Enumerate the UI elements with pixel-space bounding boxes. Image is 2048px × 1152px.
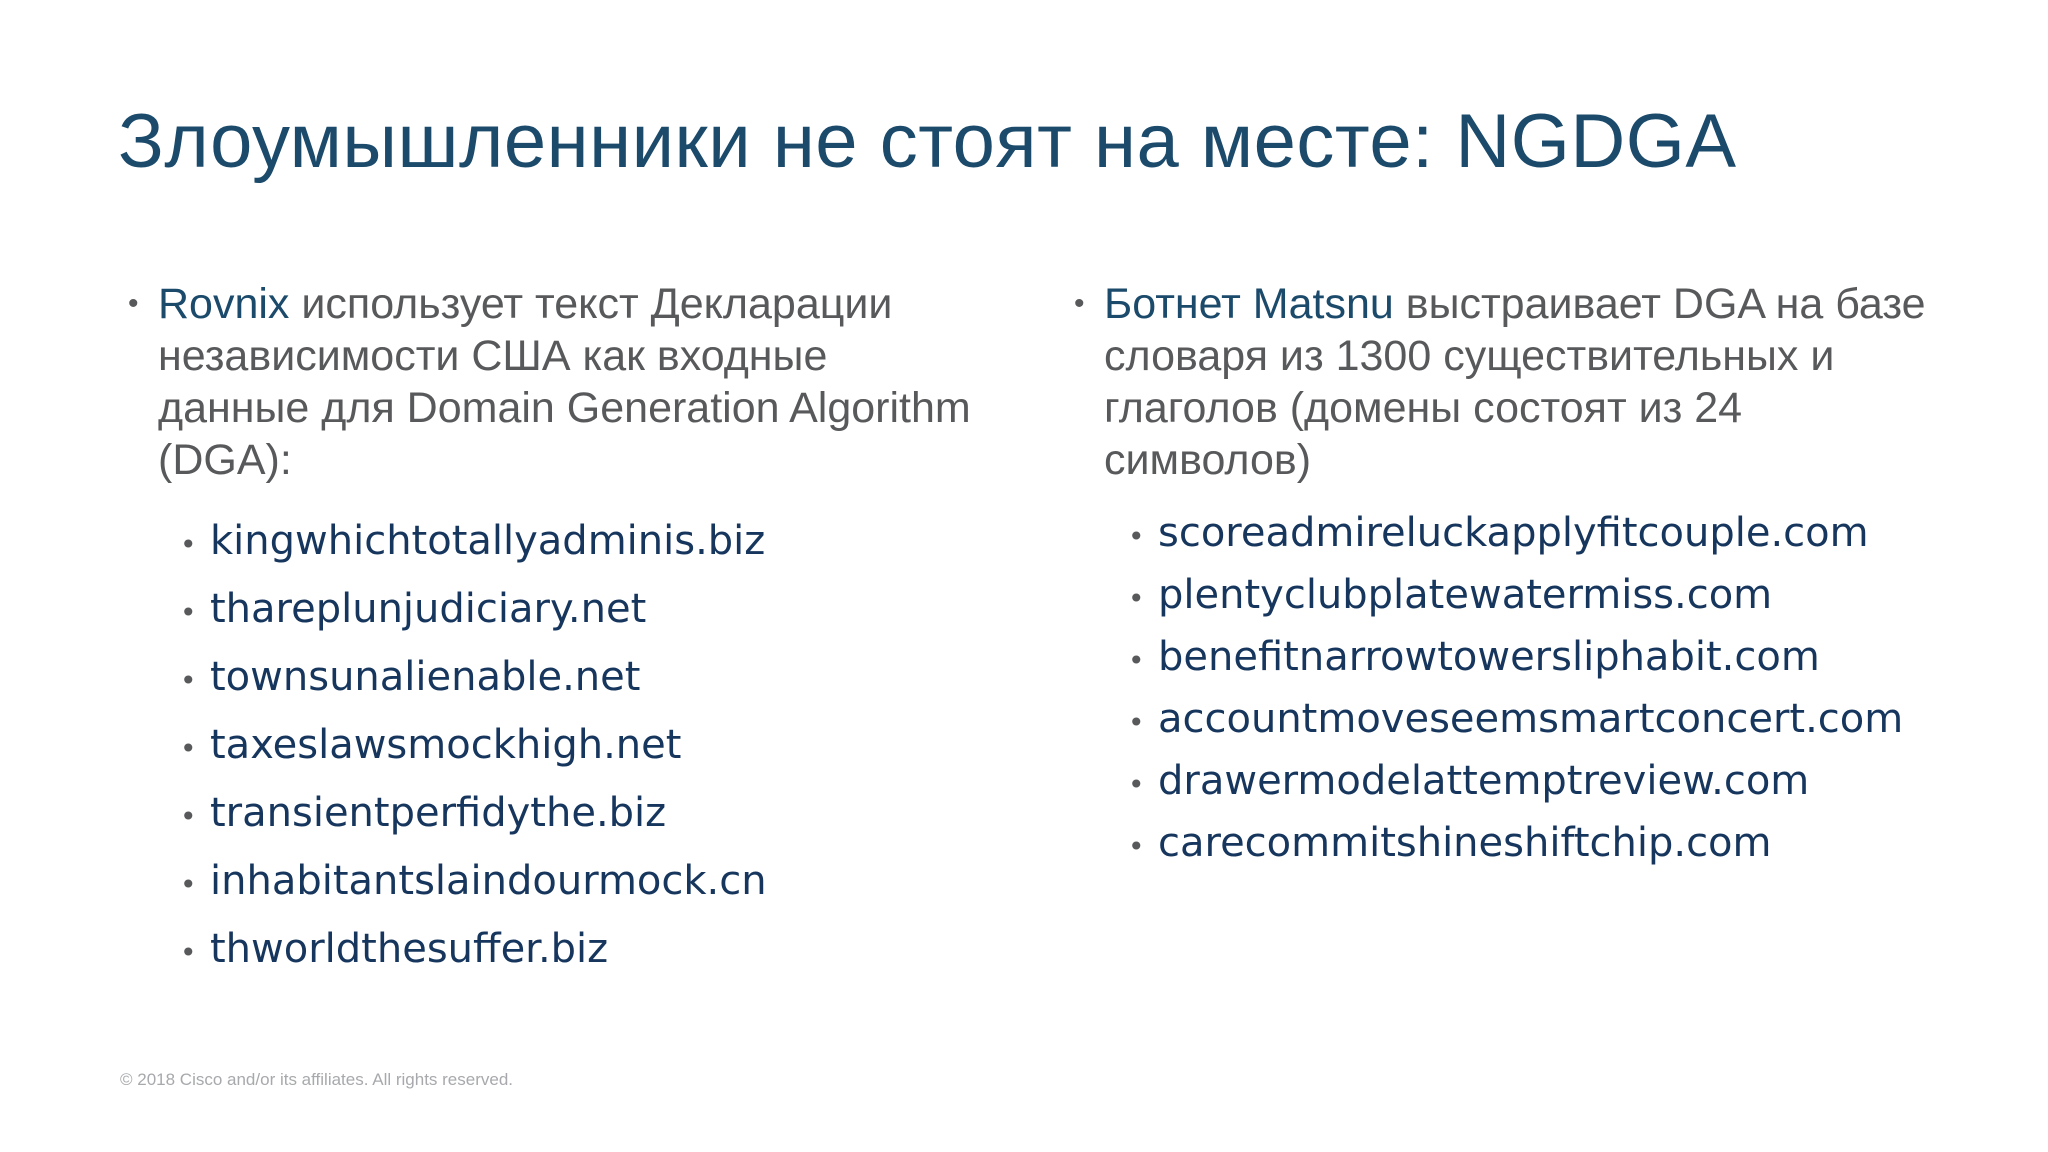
rovnix-highlight: Rovnix <box>158 280 290 328</box>
domain-text: kingwhichtotallyadminis.biz <box>210 518 766 564</box>
bullet-dot-icon: • <box>1128 830 1145 863</box>
domain-text: plentyclubplatewatermiss.com <box>1158 572 1773 618</box>
bullet-dot-icon: • <box>180 528 197 561</box>
matsnu-highlight: Ботнет Matsnu <box>1104 280 1394 328</box>
domain-item <box>1128 694 1954 756</box>
domain-text: scoreadmireluckapplyfitcouple.com <box>1158 510 1869 556</box>
domain-text: accountmoveseemsmartconcert.com <box>1158 696 1904 742</box>
domain-item <box>180 718 988 786</box>
copyright-footer: © 2018 Cisco and/or its affiliates. All rights reserved. <box>120 1070 514 1089</box>
domain-item <box>1128 756 1954 818</box>
domain-item <box>180 582 988 650</box>
matsnu-domain-list <box>1128 508 1954 880</box>
domain-text: drawermodelattemptreview.com <box>1158 758 1810 804</box>
domain-text: transientperfidythe.biz <box>210 790 667 836</box>
domain-item <box>180 854 988 922</box>
domain-item <box>180 786 988 854</box>
domain-item <box>1128 818 1954 880</box>
domain-item <box>1128 570 1954 632</box>
bullet-dot-icon: • <box>180 936 197 969</box>
domain-text: townsunalienable.net <box>210 654 641 700</box>
matsnu-description: выстраивает DGA на базе словаря из 1300 существительных и глаголов (домены состоят из 24 символов) <box>1104 280 1926 484</box>
right-column <box>1074 278 1954 880</box>
domain-text: thworldthesuffer.biz <box>210 926 609 972</box>
domain-item <box>1128 632 1954 694</box>
domain-item <box>180 922 988 990</box>
bullet-dot-icon: • <box>1128 706 1145 739</box>
bullet-dot-icon: • <box>1128 520 1145 553</box>
domain-text: inhabitantslaindourmock.cn <box>210 858 767 904</box>
domain-item <box>1128 508 1954 570</box>
domain-item <box>180 514 988 582</box>
bullet-dot-icon: • <box>180 664 197 697</box>
bullet-dot-icon: • <box>1074 287 1085 320</box>
domain-item <box>180 650 988 718</box>
matsnu-bullet <box>1074 278 1954 486</box>
bullet-dot-icon: • <box>128 287 139 320</box>
bullet-dot-icon: • <box>180 868 197 901</box>
domain-text: taxeslawsmockhigh.net <box>210 722 682 768</box>
bullet-dot-icon: • <box>1128 582 1145 615</box>
domain-text: carecommitshineshiftchip.com <box>1158 820 1772 866</box>
domain-text: thareplunjudiciary.net <box>210 586 647 632</box>
bullet-dot-icon: • <box>180 800 197 833</box>
slide-title: Злоумышленники не стоят на месте: NGDGA <box>118 99 1737 184</box>
bullet-dot-icon: • <box>1128 644 1145 677</box>
rovnix-domain-list <box>180 514 988 990</box>
bullet-dot-icon: • <box>180 596 197 629</box>
domain-text: benefitnarrowtowersliphabit.com <box>1158 634 1820 680</box>
left-column <box>128 278 988 990</box>
bullet-dot-icon: • <box>180 732 197 765</box>
bullet-dot-icon: • <box>1128 768 1145 801</box>
rovnix-description: использует текст Декларации независимости США как входные данные для Domain Generation Algorithm (DGA): <box>158 280 971 484</box>
rovnix-bullet <box>128 278 988 486</box>
